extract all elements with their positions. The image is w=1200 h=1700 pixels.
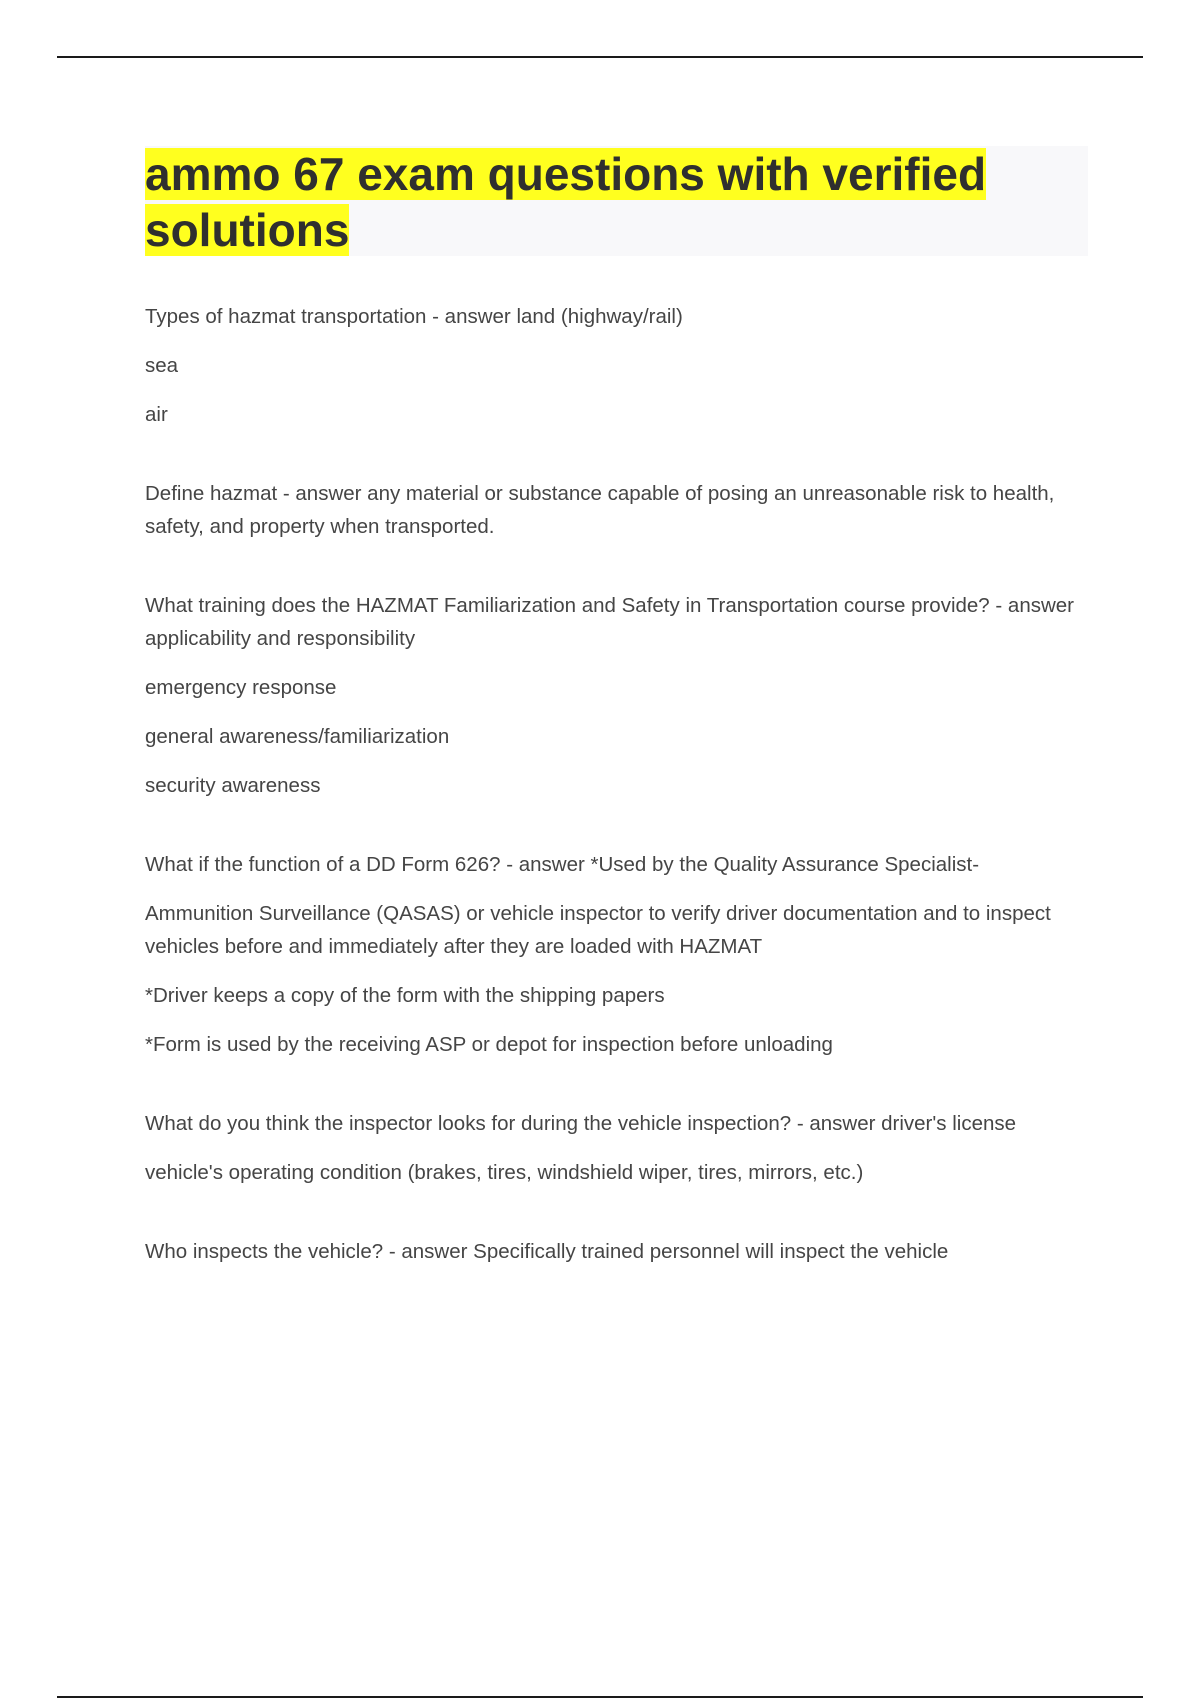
- answer-line: *Driver keeps a copy of the form with the shipping papers: [145, 984, 665, 1007]
- top-rule: [57, 56, 1143, 58]
- answer-line: *Form is used by the receiving ASP or depot for inspection before unloading: [145, 1033, 833, 1056]
- answer-line: security awareness: [145, 774, 321, 797]
- question-answer-line: What training does the HAZMAT Familiarization and Safety in Transportation course provide? - answer applicability and responsibility: [145, 594, 1075, 650]
- qa-item: [145, 848, 1085, 1061]
- answer-line: Ammunition Surveillance (QASAS) or vehicle inspector to verify driver documentation and to inspect vehicles before and immediately after they are loaded with HAZMAT: [145, 902, 1051, 958]
- qa-item: [145, 1107, 1085, 1189]
- answer-line: vehicle's operating condition (brakes, tires, windshield wiper, tires, mirrors, etc.): [145, 1161, 864, 1184]
- question-answer-line: Define hazmat - answer any material or substance capable of posing an unreasonable risk to health, safety, and property when transported.: [145, 482, 1055, 538]
- answer-line: emergency response: [145, 676, 337, 699]
- document-body: [145, 300, 1085, 1314]
- question-answer-line: What do you think the inspector looks for during the vehicle inspection? - answer driver's license: [145, 1112, 1017, 1135]
- page-title: [145, 146, 1088, 258]
- answer-line: sea: [145, 354, 179, 377]
- qa-item: [145, 1235, 1085, 1268]
- title-highlight: ammo 67 exam questions with verified solutions: [145, 148, 987, 256]
- qa-item: [145, 477, 1085, 543]
- question-answer-line: Who inspects the vehicle? - answer Specifically trained personnel will inspect the vehicle: [145, 1240, 949, 1263]
- bottom-rule: [57, 1696, 1143, 1698]
- answer-line: air: [145, 403, 168, 426]
- answer-line: general awareness/familiarization: [145, 725, 450, 748]
- question-answer-line: What if the function of a DD Form 626? - answer *Used by the Quality Assurance Specialist-: [145, 853, 980, 876]
- question-answer-line: Types of hazmat transportation - answer land (highway/rail): [145, 305, 683, 328]
- title-block: [145, 146, 1088, 256]
- qa-item: [145, 300, 1085, 431]
- qa-item: [145, 589, 1085, 802]
